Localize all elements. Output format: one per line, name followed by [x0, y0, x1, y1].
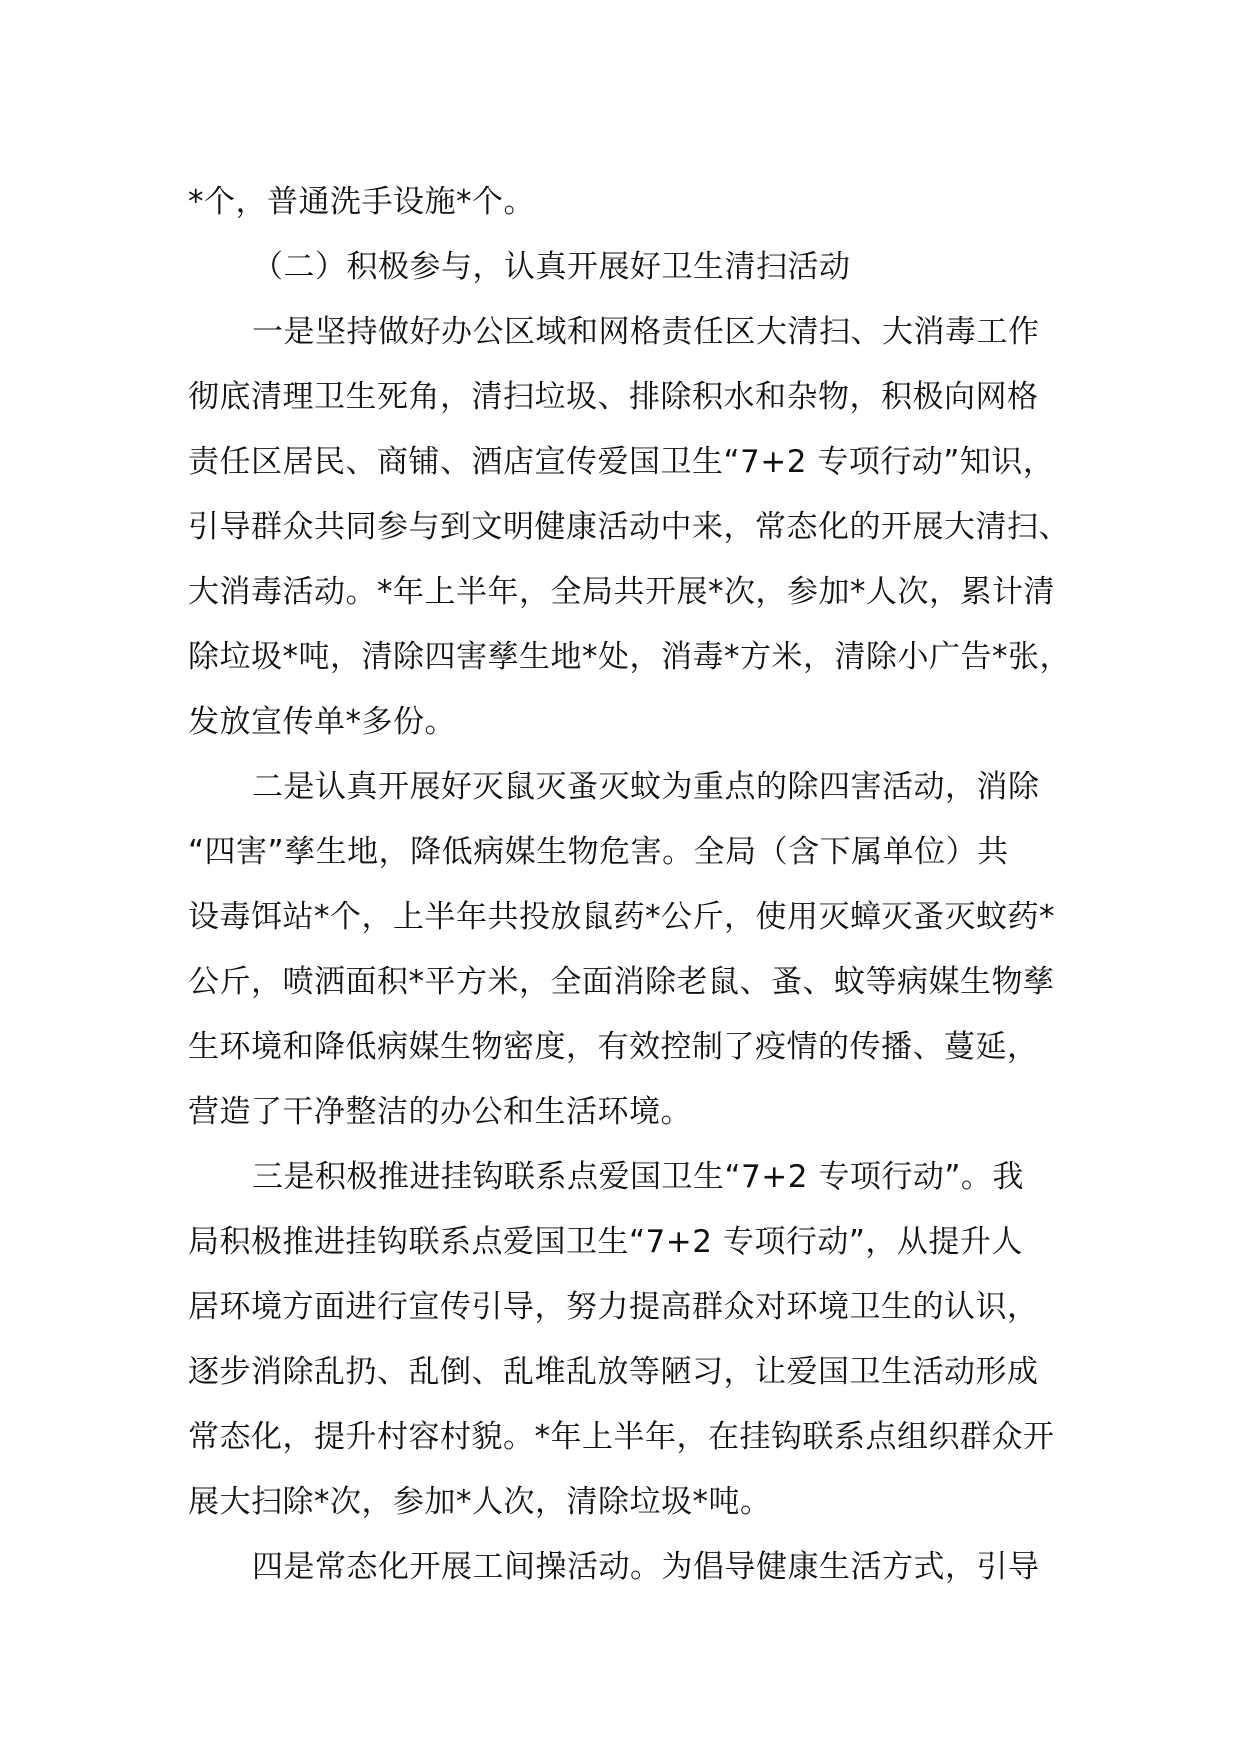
text-line-15: 营造了干净整洁的办公和生活环境。	[188, 1094, 692, 1130]
text-line-12: 设毒饵站*个，上半年共投放鼠药*公斤，使用灭蟑灭蚤灭蚊药*	[188, 899, 1055, 935]
text-line-18: 居环境方面进行宣传引导，努力提高群众对环境卫生的认识，	[188, 1289, 1039, 1325]
text-line-16: 三是积极推进挂钩联系点爱国卫生“7+2 专项行动”。我	[252, 1159, 1024, 1195]
text-line-1: *个，普通洗手设施*个。	[188, 184, 535, 220]
text-line-22: 四是常态化开展工间操活动。为倡导健康生活方式，引导	[252, 1549, 1040, 1585]
text-line-7: 大消毒活动。*年上半年，全局共开展*次，参加*人次，累计清	[188, 574, 1055, 610]
text-line-20: 常态化，提升村容村貌。*年上半年，在挂钩联系点组织群众开	[188, 1419, 1055, 1455]
text-line-17: 局积极推进挂钩联系点爱国卫生“7+2 专项行动”，从提升人	[188, 1224, 1023, 1260]
body-text	[188, 170, 1071, 1600]
text-line-5: 责任区居民、商铺、酒店宣传爱国卫生“7+2 专项行动”知识，	[188, 444, 1055, 480]
text-line-19: 逐步消除乱扔、乱倒、乱堆乱放等陋习，让爱国卫生活动形成	[188, 1354, 1039, 1390]
text-line-10: 二是认真开展好灭鼠灭蚤灭蚊为重点的除四害活动，消除	[252, 769, 1040, 805]
text-line-3: 一是坚持做好办公区域和网格责任区大清扫、大消毒工作	[252, 314, 1040, 350]
section-heading: （二）积极参与，认真开展好卫生清扫活动	[252, 249, 851, 285]
text-line-14: 生环境和降低病媒生物密度，有效控制了疫情的传播、蔓延，	[188, 1029, 1039, 1065]
text-line-6: 引导群众共同参与到文明健康活动中来，常态化的开展大清扫、	[188, 509, 1070, 545]
text-line-4: 彻底清理卫生死角，清扫垃圾、排除积水和杂物，积极向网格	[188, 379, 1039, 415]
text-line-13: 公斤，喷洒面积*平方米，全面消除老鼠、蚤、蚊等病媒生物孳	[188, 964, 1055, 1000]
text-line-9: 发放宣传单*多份。	[188, 704, 456, 740]
text-line-21: 展大扫除*次，参加*人次，清除垃圾*吨。	[188, 1484, 772, 1520]
text-line-8: 除垃圾*吨，清除四害孳生地*处，消毒*方米，清除小广告*张，	[188, 639, 1071, 675]
text-line-11: “四害”孳生地，降低病媒生物危害。全局（含下属单位）共	[188, 834, 1009, 870]
